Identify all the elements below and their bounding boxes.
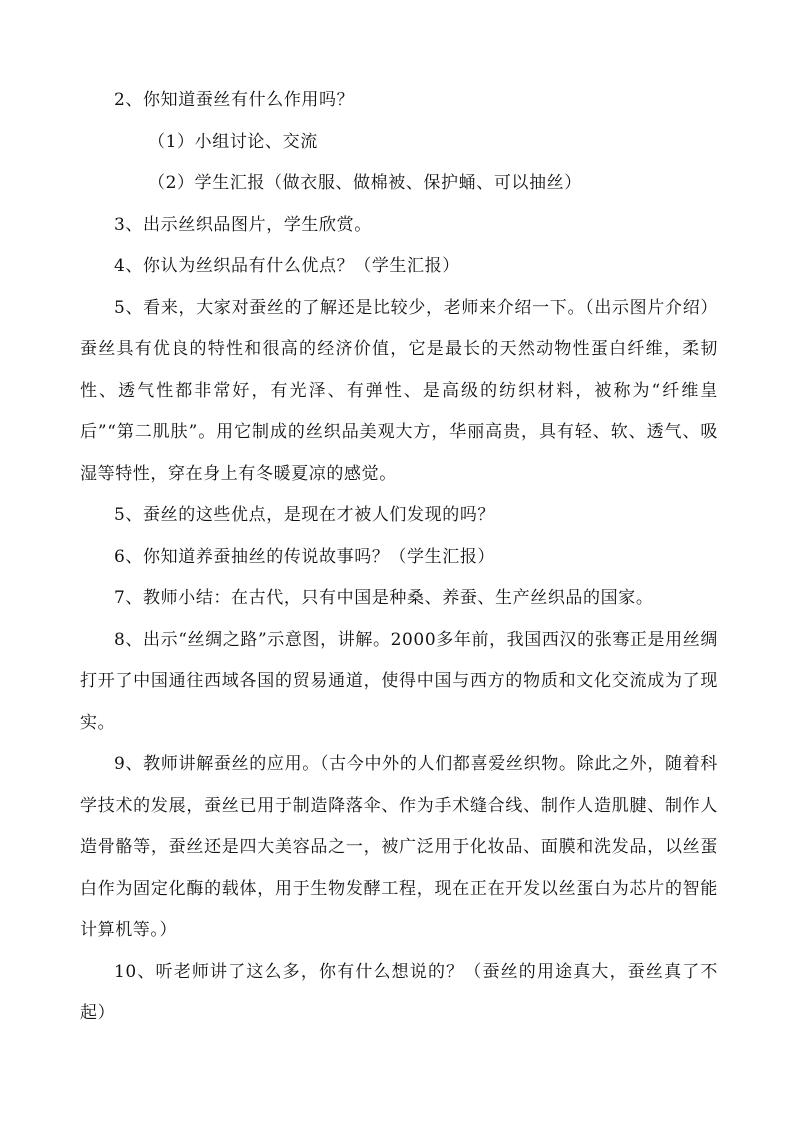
paragraph-step-7: 7、教师小结：在古代，只有中国是种桑、养蚕、生产丝织品的国家。 xyxy=(114,588,654,608)
paragraph-step-5-question: 5、蚕丝的这些优点，是现在才被人们发现的吗？ xyxy=(114,505,496,525)
paragraph-step-9: 9、教师讲解蚕丝的应用。（古今中外的人们都喜爱丝织物。除此之外，随着科学技术的发展，蚕丝已用于制造降落伞、作为手术缝合线、制作人造肌腱、制作人造骨骼等，蚕丝还是四大美容品之一，被广泛用于化妆品、面膜和洗发品，以丝蛋白作为固定化酶的载体，用于生物发酵工程，现在正在开发以丝蛋白为芯片的智能计算机等。） xyxy=(80,754,718,940)
paragraph-subitem-2: （2）学生汇报（做衣服、做棉被、保护蛹、可以抽丝） xyxy=(148,173,582,193)
paragraph-step-5-intro: 5、看来，大家对蚕丝的了解还是比较少，老师来介绍一下。（出示图片介绍）蚕丝具有优良的特性和很高的经济价值，它是最长的天然动物性蛋白纤维，柔韧性、透气性都非常好，有光泽、有弹性、是高级的纺织材料，被称为“纤维皇后”“第二肌肤”。用它制成的丝织品美观大方，华丽高贵，具有轻、软、透气、吸湿等特性，穿在身上有冬暖夏凉的感觉。 xyxy=(80,297,718,484)
paragraph-question-2: 2、你知道蚕丝有什么作用吗？ xyxy=(114,90,355,110)
paragraph-step-8: 8、出示“丝绸之路”示意图，讲解。2000多年前，我国西汉的张骞正是用丝绸打开了中国通往西域各国的贸易通道，使得中国与西方的物质和文化交流成为了现实。 xyxy=(80,629,718,733)
document-body xyxy=(80,80,718,1035)
paragraph-step-3: 3、出示丝织品图片，学生欣赏。 xyxy=(114,214,372,235)
paragraph-step-10: 10、听老师讲了这么多，你有什么想说的？（蚕丝的用途真大，蚕丝真了不起） xyxy=(80,961,718,1023)
paragraph-step-4: 4、你认为丝织品有什么优点？（学生汇报） xyxy=(114,256,460,276)
paragraph-step-6: 6、你知道养蚕抽丝的传说故事吗？（学生汇报） xyxy=(114,546,496,567)
paragraph-subitem-1: （1）小组讨论、交流 xyxy=(148,131,318,152)
